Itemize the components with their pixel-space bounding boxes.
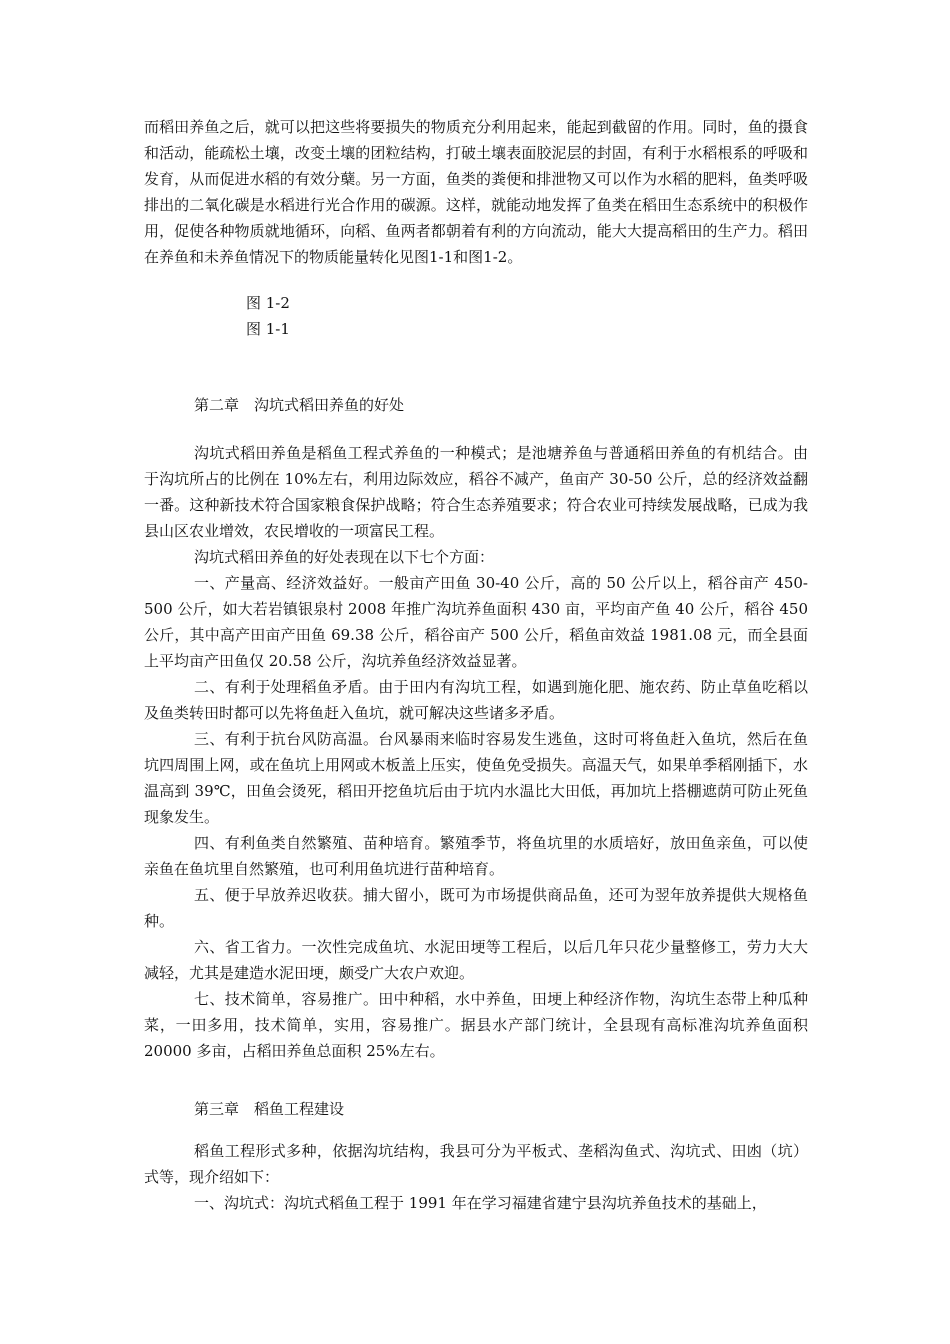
chapter2-paragraph: 六、省工省力。一次性完成鱼坑、水泥田埂等工程后，以后几年只花少量整修工，劳力大大减轻，尤其是建造水泥田埂，颇受广大农户欢迎。 xyxy=(144,938,808,982)
figure-caption-1-1: 图 1-1 xyxy=(246,320,290,338)
chapter2-paragraph: 五、便于早放养迟收获。捕大留小，既可为市场提供商品鱼，还可为翌年放养提供大规格鱼种。 xyxy=(144,886,808,930)
intro-paragraph: 而稻田养鱼之后，就可以把这些将要损失的物质充分利用起来，能起到截留的作用。同时，鱼的摄食和活动，能疏松土壤，改变土壤的团粒结构，打破土壤表面胶泥层的封固，有利于水稻根系的呼吸和发育，从而促进水稻的有效分蘖。另一方面，鱼类的粪便和排泄物又可以作为水稻的肥料，鱼类呼吸排出的二氧化碳是水稻进行光合作用的碳源。这样，就能动地发挥了鱼类在稻田生态系统中的积极作用，促使各种物质就地循环，向稻、鱼两者都朝着有利的方向流动，能大大提高稻田的生产力。稻田在养鱼和未养鱼情况下的物质能量转化见图1-1和图1-2。 xyxy=(144,118,808,266)
chapter2-paragraph: 七、技术简单，容易推广。田中种稻，水中养鱼，田埂上种经济作物，沟坑生态带上种瓜种菜，一田多用，技术简单，实用，容易推广。据县水产部门统计，全县现有高标准沟坑养鱼面积 20000 多亩，占稻田养鱼总面积 25%左右。 xyxy=(144,990,808,1060)
chapter2-paragraph: 三、有利于抗台风防高温。台风暴雨来临时容易发生逃鱼，这时可将鱼赶入鱼坑，然后在鱼坑四周围上网，或在鱼坑上用网或木板盖上压实，使鱼免受损失。高温天气，如果单季稻刚插下，水温高到 39℃，田鱼会烫死，稻田开挖鱼坑后由于坑内水温比大田低，再加坑上搭棚遮荫可防止死鱼现象发生。 xyxy=(144,730,808,826)
chapter2-paragraph: 沟坑式稻田养鱼的好处表现在以下七个方面： xyxy=(194,548,495,566)
chapter3-paragraph: 一、沟坑式：沟坑式稻鱼工程于 1991 年在学习福建省建宁县沟坑养鱼技术的基础上， xyxy=(194,1194,767,1212)
chapter2-body xyxy=(144,440,808,1064)
chapter3-heading: 第三章 稻鱼工程建设 xyxy=(194,1100,345,1118)
chapter2-paragraph: 二、有利于处理稻鱼矛盾。由于田内有沟坑工程，如遇到施化肥、施农药、防止草鱼吃稻以及鱼类转田时都可以先将鱼赶入鱼坑，就可解决这些诸多矛盾。 xyxy=(144,678,808,722)
chapter3-body xyxy=(144,1138,808,1216)
chapter2-paragraph: 四、有利鱼类自然繁殖、苗种培育。繁殖季节，将鱼坑里的水质培好，放田鱼亲鱼，可以使亲鱼在鱼坑里自然繁殖，也可利用鱼坑进行苗种培育。 xyxy=(144,834,808,878)
chapter2-paragraph: 一、产量高、经济效益好。一般亩产田鱼 30-40 公斤，高的 50 公斤以上，稻谷亩产 450-500 公斤，如大若岩镇银泉村 2008 年推广沟坑养鱼面积 430 亩，平均亩产鱼 40 公斤，稻谷 450 公斤，其中高产田亩产田鱼 69.38 公斤，稻谷亩产 500 公斤，稻鱼亩效益 1981.08 元，而全县面上平均亩产田鱼仅 20.58 公斤，沟坑养鱼经济效益显著。 xyxy=(144,574,808,670)
chapter2-paragraph: 沟坑式稻田养鱼是稻鱼工程式养鱼的一种模式；是池塘养鱼与普通稻田养鱼的有机结合。由于沟坑所占的比例在 10%左右，利用边际效应，稻谷不减产，鱼亩产 30-50 公斤，总的经济效益翻一番。这种新技术符合国家粮食保护战略；符合生态养殖要求；符合农业可持续发展战略，已成为我县山区农业增效，农民增收的一项富民工程。 xyxy=(144,444,808,540)
chapter2-heading: 第二章 沟坑式稻田养鱼的好处 xyxy=(194,396,405,414)
intro-block xyxy=(144,114,808,270)
chapter3-paragraph: 稻鱼工程形式多种，依据沟坑结构，我县可分为平板式、垄稻沟鱼式、沟坑式、田凼（坑）式等，现介绍如下： xyxy=(144,1142,808,1186)
figure-caption-1-2: 图 1-2 xyxy=(246,294,290,312)
